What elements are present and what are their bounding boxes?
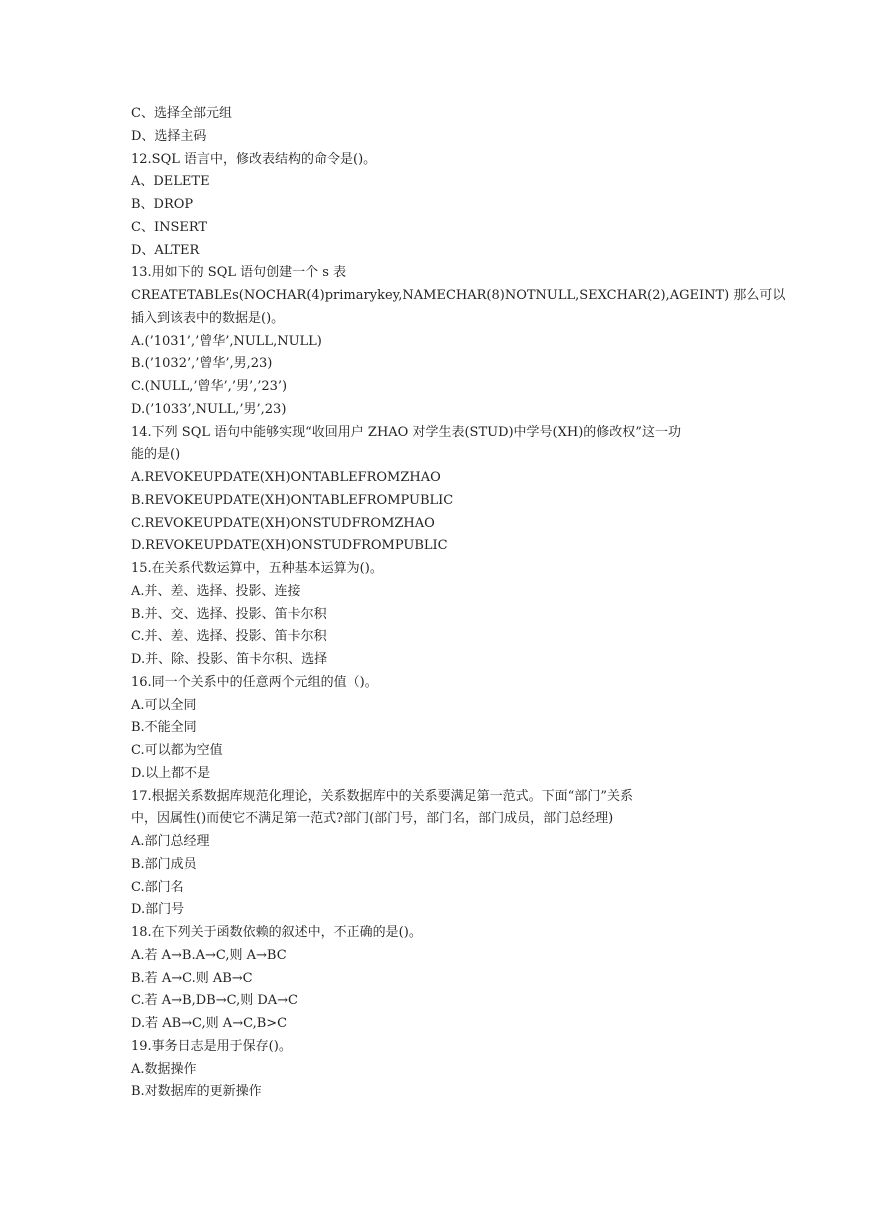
option-line: A.数据操作 bbox=[131, 1061, 197, 1077]
option-line: B.不能全同 bbox=[131, 720, 197, 736]
option-line: A.REVOKEUPDATE(XH)ONTABLEFROMZHAO bbox=[131, 470, 441, 485]
option-line: B.对数据库的更新操作 bbox=[131, 1084, 262, 1100]
option-line: B.REVOKEUPDATE(XH)ONTABLEFROMPUBLIC bbox=[131, 492, 454, 508]
question-13-sql: CREATETABLEs(NOCHAR(4)primarykey,NAMECHAR(8)NOTNULL,SEXCHAR(2),AGEINT) 那么可以 bbox=[131, 288, 786, 303]
option-line: C.(NULL,’曾华’,’男’,’23’) bbox=[131, 379, 288, 394]
question-17-cont: 中，因属性()而使它不满足第一范式?部门(部门号，部门名，部门成员，部门总经理) bbox=[131, 811, 614, 827]
text-line: C、选择全部元组 bbox=[131, 106, 232, 121]
option-line: D.部门号 bbox=[131, 902, 185, 918]
question-19: 19.事务日志是用于保存()。 bbox=[131, 1038, 292, 1054]
option-line: B.若 A→C.则 AB→C bbox=[131, 970, 253, 986]
option-line: C.若 A→B,DB→C,则 DA→C bbox=[131, 993, 298, 1009]
option-line: B.部门成员 bbox=[131, 856, 197, 872]
option-line: D.(’1033’,NULL,’男’,23) bbox=[131, 401, 287, 417]
option-line: A.部门总经理 bbox=[131, 834, 210, 849]
option-line: C.REVOKEUPDATE(XH)ONSTUDFROMZHAO bbox=[131, 515, 435, 531]
option-line: C、INSERT bbox=[131, 219, 208, 235]
option-line: D.若 AB→C,则 A→C,B>C bbox=[131, 1016, 288, 1031]
question-13: 13.用如下的 SQL 语句创建一个 s 表 bbox=[131, 265, 347, 281]
option-line: C.并、差、选择、投影、笛卡尔积 bbox=[131, 629, 327, 645]
question-12: 12.SQL 语言中，修改表结构的命令是()。 bbox=[131, 151, 377, 167]
option-line: D.REVOKEUPDATE(XH)ONSTUDFROMPUBLIC bbox=[131, 538, 448, 554]
option-line: A、DELETE bbox=[131, 174, 210, 190]
text-line: D、选择主码 bbox=[131, 128, 207, 144]
option-line: A.并、差、选择、投影、连接 bbox=[131, 583, 301, 599]
option-line: D.并、除、投影、笛卡尔积、选择 bbox=[131, 652, 328, 667]
document-page bbox=[131, 103, 811, 1104]
question-14: 14.下列 SQL 语句中能够实现“收回用户 ZHAO 对学生表(STUD)中学号(XH)的修改权”这一功 bbox=[131, 424, 681, 440]
question-16: 16.同一个关系中的任意两个元组的值（)。 bbox=[131, 674, 378, 690]
option-line: A.(’1031’,’曾华’,NULL,NULL) bbox=[131, 333, 322, 349]
option-line: B.(’1032’,’曾华’,男,23) bbox=[131, 356, 273, 372]
option-line: B.并、交、选择、投影、笛卡尔积 bbox=[131, 606, 327, 622]
option-line: D、ALTER bbox=[131, 242, 200, 258]
option-line: A.可以全同 bbox=[131, 697, 197, 713]
option-line: C.部门名 bbox=[131, 879, 184, 895]
option-line: A.若 A→B.A→C,则 A→BC bbox=[131, 947, 287, 963]
option-line: B、DROP bbox=[131, 197, 194, 212]
option-line: C.可以都为空值 bbox=[131, 743, 223, 758]
question-18: 18.在下列关于函数依赖的叙述中，不正确的是()。 bbox=[131, 925, 422, 940]
question-14-cont: 能的是() bbox=[131, 447, 181, 463]
question-13-cont: 插入到该表中的数据是()。 bbox=[131, 310, 285, 326]
option-line: D.以上都不是 bbox=[131, 765, 211, 781]
question-15: 15.在关系代数运算中，五种基本运算为()。 bbox=[131, 561, 383, 576]
question-17: 17.根据关系数据库规范化理论，关系数据库中的关系要满足第一范式。下面“部门”关系 bbox=[131, 788, 633, 804]
